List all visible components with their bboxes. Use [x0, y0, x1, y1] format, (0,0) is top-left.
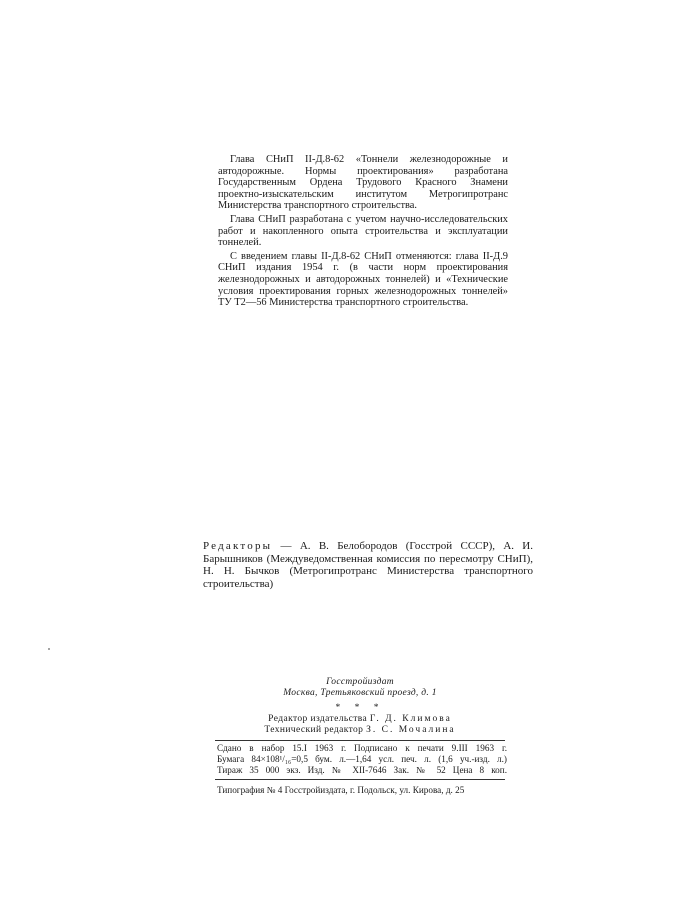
- separator-stars: * * *: [335, 703, 385, 713]
- imprint-section: [217, 743, 507, 777]
- technical-editor-line: [210, 725, 510, 736]
- publisher-section: [210, 677, 510, 736]
- technical-editor-name: З. С. Мочалина: [366, 725, 456, 735]
- publishing-editor-name: Г. Д. Климова: [369, 714, 452, 724]
- technical-editor-role: Технический редактор: [264, 725, 364, 735]
- intro-section: [218, 154, 508, 309]
- publisher-address: Москва, Третьяковский проезд, д. 1: [283, 688, 437, 698]
- publishing-editor-role: Редактор издательства: [268, 714, 368, 724]
- scan-speck: [48, 648, 50, 650]
- intro-paragraph-3: С введением главы II-Д.8-62 СНиП отменяются: глава II-Д.9 СНиП издания 1954 г. (в части норм проектирования железнодорожных и автодорожных тоннелей) и «Технические условия проектирования горных железнодорожных тоннелей» ТУ Т2—56 Министерства транспортного строительства.: [218, 250, 508, 309]
- imprint-line-1: Сдано в набор 15.I 1963 г. Подписано к печати 9.III 1963 г.: [217, 743, 507, 753]
- editors-label: Редакторы: [203, 540, 273, 552]
- editors-section: [203, 540, 533, 590]
- intro-paragraph-2: Глава СНиП разработана с учетом научно-исследовательских работ и накопленного опыта строительства и эксплуатации тоннелей.: [218, 213, 508, 249]
- editors-paragraph: [203, 540, 533, 590]
- intro-paragraph-1: Глава СНиП II-Д.8-62 «Тоннели железнодорожные и автодорожные. Нормы проектирования» разработана Государственным Ордена Трудового Красного Знамени проектно-изыскательским институтом Метрогипротранс Министерства транспортного строительства.: [218, 154, 508, 212]
- imprint-line-3: Тираж 35 000 экз. Изд. № XII-7646 Зак. № 52 Цена 8 коп.: [217, 765, 507, 776]
- editors-list: — А. В. Белобородов (Госстрой СССР), А. И. Барышников (Междуведомственная комиссия по пересмотру СНиП), Н. Н. Бычков (Метрогипротранс Министерства транспортного строительства): [203, 540, 533, 590]
- publishing-editor-line: [210, 714, 510, 725]
- publisher-name: Госстройиздат: [326, 677, 394, 687]
- imprint-bottom-rule: [215, 779, 505, 780]
- imprint-top-rule: [215, 740, 505, 741]
- imprint-line-2: Бумага 84×108¹/₁₆=0,5 бум. л.—1,64 усл. печ. л. (1,6 уч.-изд. л.): [217, 754, 507, 765]
- printer-line: Типография № 4 Госстройиздата, г. Подольск, ул. Кирова, д. 25: [217, 785, 465, 795]
